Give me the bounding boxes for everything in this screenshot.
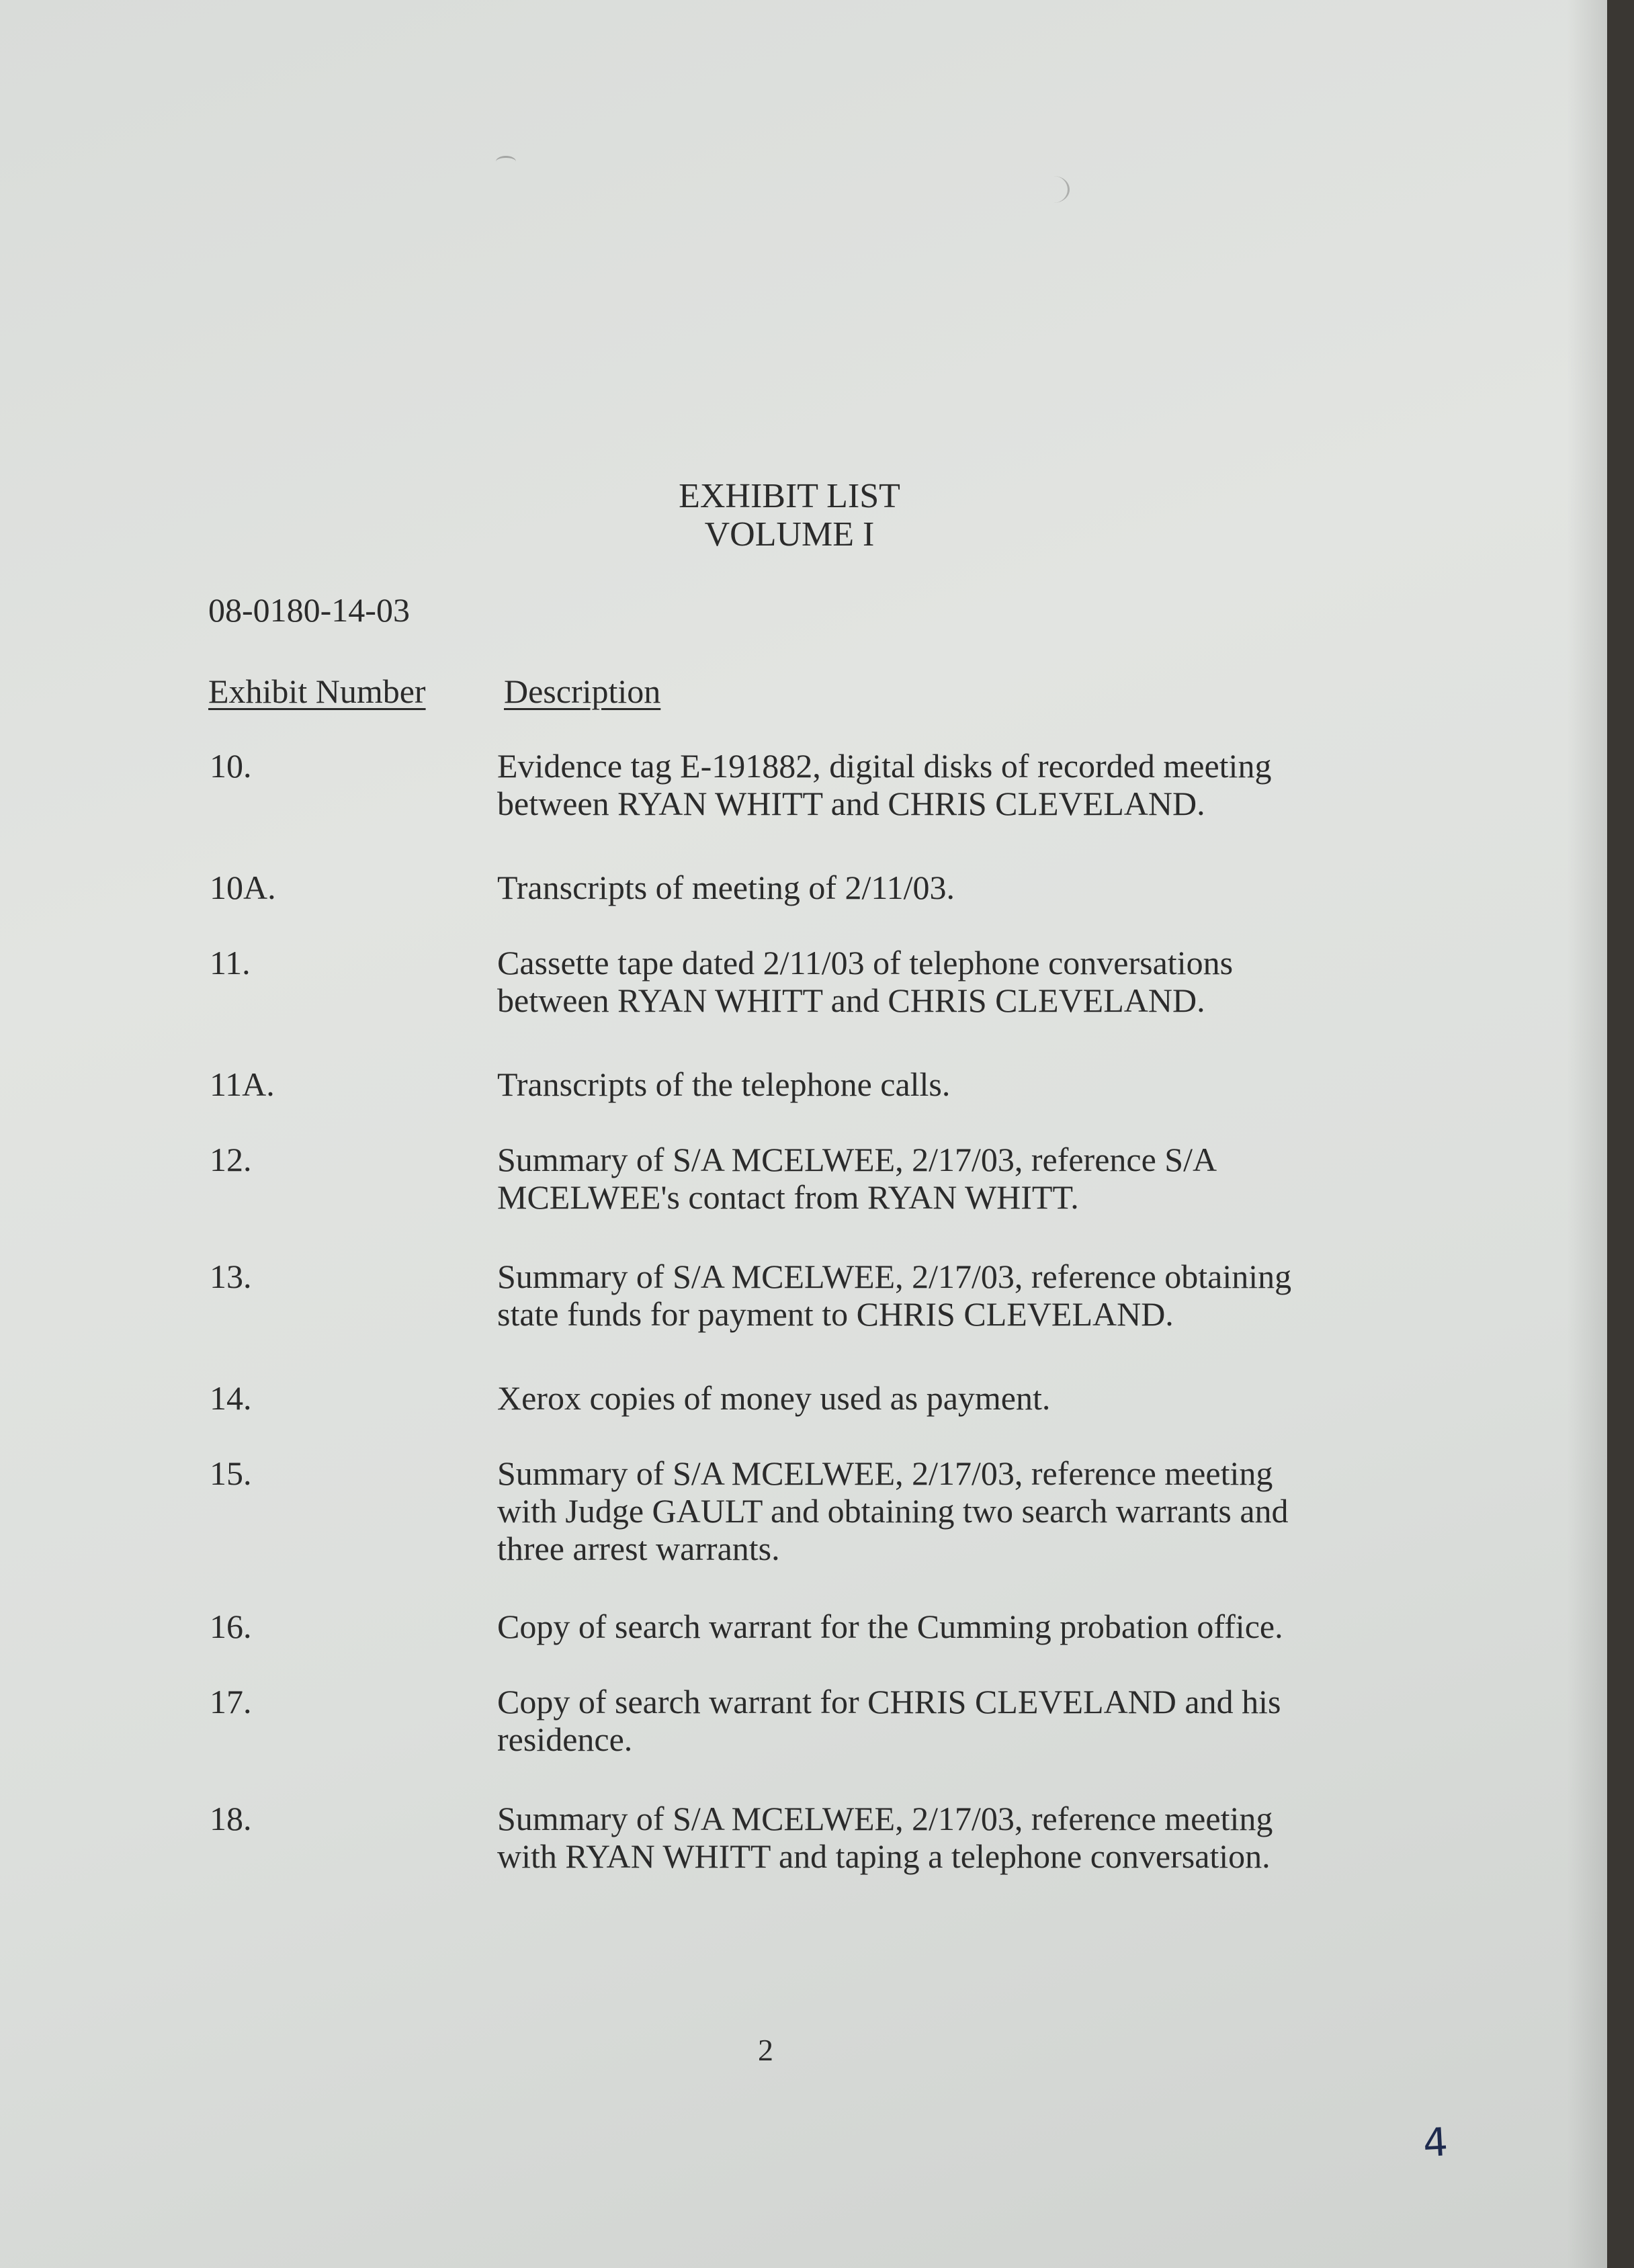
exhibit-description: Copy of search warrant for the Cumming probation office.	[497, 1608, 1283, 1645]
paper-mark	[1038, 176, 1070, 203]
exhibit-number: 18.	[210, 1800, 252, 1837]
exhibit-number: 16.	[210, 1608, 252, 1645]
exhibit-description: Evidence tag E-191882, digital disks of recorded meeting between RYAN WHITT and CHRIS CLEVELAND.	[497, 747, 1272, 822]
exhibit-number: 11A.	[210, 1065, 275, 1103]
handwritten-page-number: 4	[1422, 2119, 1449, 2166]
exhibit-description: Summary of S/A MCELWEE, 2/17/03, reference meeting with Judge GAULT and obtaining two search warrants and three arrest warrants.	[497, 1454, 1289, 1567]
description-column-header: Description	[504, 672, 661, 710]
document-subtitle: VOLUME I	[704, 515, 875, 554]
exhibit-description: Summary of S/A MCELWEE, 2/17/03, reference S/A MCELWEE's contact from RYAN WHITT.	[497, 1141, 1215, 1216]
exhibit-description: Copy of search warrant for CHRIS CLEVELAND and his residence.	[497, 1683, 1281, 1758]
page-number: 2	[758, 2033, 773, 2067]
exhibit-number: 14.	[210, 1379, 252, 1417]
exhibit-description: Xerox copies of money used as payment.	[497, 1379, 1051, 1417]
case-number: 08-0180-14-03	[208, 591, 410, 629]
exhibit-number: 15.	[210, 1454, 252, 1492]
exhibit-number: 10.	[210, 747, 252, 785]
exhibit-number: 13.	[210, 1258, 252, 1295]
exhibit-number: 11.	[210, 944, 251, 982]
exhibit-number: 17.	[210, 1683, 252, 1720]
exhibit-description: Summary of S/A MCELWEE, 2/17/03, reference obtaining state funds for payment to CHRIS CLEVELAND.	[497, 1258, 1292, 1333]
exhibit-number: 12.	[210, 1141, 252, 1178]
paper-mark	[496, 156, 516, 167]
exhibit-description: Cassette tape dated 2/11/03 of telephone conversations between RYAN WHITT and CHRIS CLEVELAND.	[497, 944, 1234, 1019]
document-title: EXHIBIT LIST	[679, 477, 900, 515]
page-edge-shadow	[1567, 0, 1607, 2268]
exhibit-description: Transcripts of the telephone calls.	[497, 1065, 951, 1103]
exhibit-number: 10A.	[210, 869, 276, 906]
exhibit-description: Summary of S/A MCELWEE, 2/17/03, reference meeting with RYAN WHITT and taping a telephone conversation.	[497, 1800, 1273, 1875]
exhibit-description: Transcripts of meeting of 2/11/03.	[497, 869, 955, 906]
exhibit-number-column-header: Exhibit Number	[208, 672, 426, 710]
